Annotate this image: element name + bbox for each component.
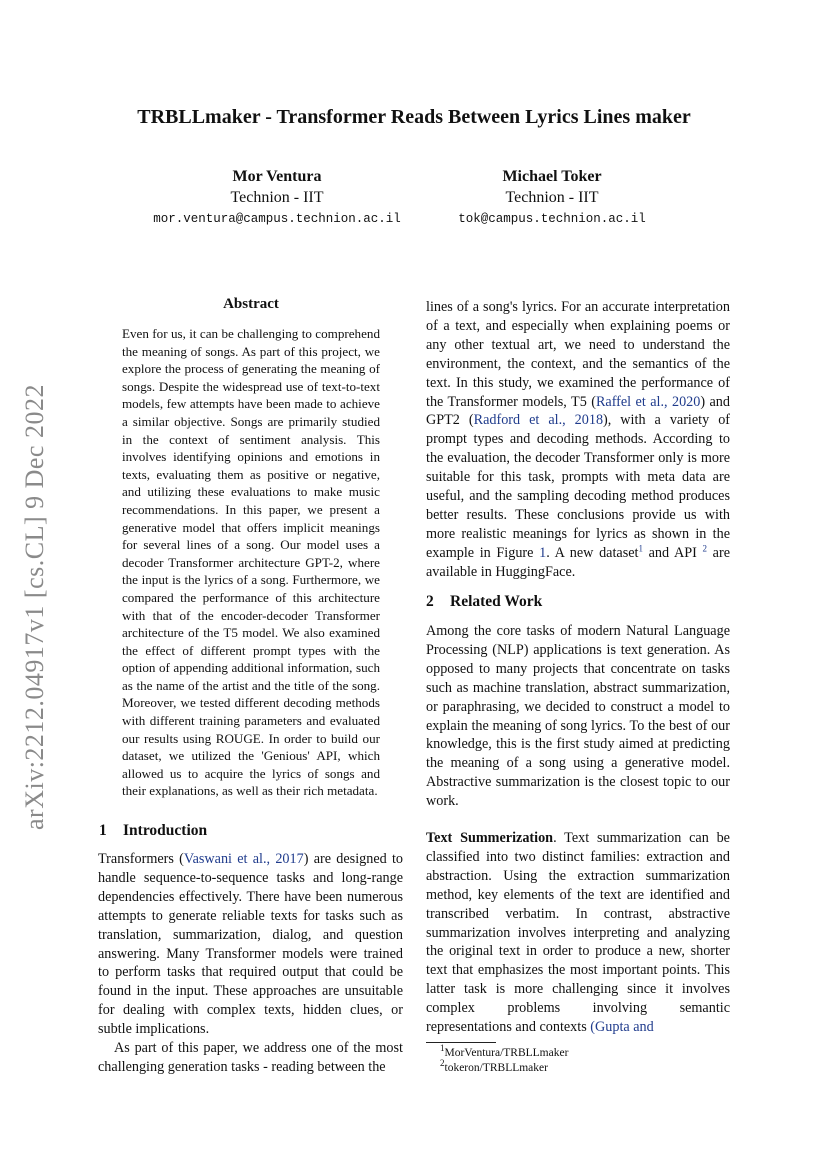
section-number: 1 <box>99 822 107 839</box>
section-heading-related-work <box>426 593 542 611</box>
text-run: ), with a variety of prompt types and decoding methods. According to the evaluation, the decoder Transformer only is more suitable for this task, prompts with meta data are useful, and the sampling decoding method produces better results. These conclusions provide us with more realistic meanings for lyrics as shown in the example in Figure <box>426 412 731 561</box>
intro-column-right <box>426 298 730 582</box>
citation-link[interactable]: Vaswani et al., 2017 <box>183 851 304 867</box>
citation-link[interactable]: (Gupta and <box>590 1019 654 1036</box>
text-run: ) and GPT2 ( <box>426 393 730 429</box>
footnote-mark[interactable]: 1 <box>638 543 643 554</box>
text-run: . A new dataset <box>546 544 639 561</box>
section-title: Related Work <box>450 593 543 610</box>
intro-paragraph-2: As part of this paper, we address one of the most challenging generation tasks - reading between the <box>98 1040 403 1075</box>
author-email[interactable]: tok@campus.technion.ac.il <box>458 212 646 226</box>
text-run: . Text summarization can be classified into two distinct families: extraction and abstraction. Using the extraction summarization method, key elements of the text are identified and transcribed verbatim. In contrast, abstractive summarization involves interpreting and analyzing the original text in order to produce a new, shorter text that emphasizes the most important points. This latter task is more challenging since it involves complex problems involving semantic representations and contexts <box>426 830 730 1036</box>
author-name: Mor Ventura <box>232 168 322 185</box>
author-affiliation: Technion - IIT <box>230 189 324 206</box>
footnote-number: 1 <box>440 1043 445 1054</box>
author-block-2 <box>422 166 682 230</box>
footnote-text: MorVentura/TRBLLmaker <box>444 1047 569 1059</box>
intro-paragraph-3 <box>426 298 730 582</box>
text-run: Transformers ( <box>98 851 184 867</box>
section-heading-introduction <box>99 822 207 840</box>
citation-link[interactable]: Radford et al., 2018 <box>473 412 604 429</box>
related-work-paragraph-2 <box>426 829 730 1037</box>
author-name: Michael Toker <box>502 168 602 185</box>
related-work-paragraph-1: Among the core tasks of modern Natural Language Processing (NLP) applications is text generation. As opposed to many projects that concentrate on tasks such as machine translation, abstract summarization, or paraphrasing, we decided to construct a model to explain the meaning of song lyrics. To the best of our knowledge, this is the first study aimed at predicting the meaning of a song using a generative model. Abstractive summarization is the closest topic to our work. <box>426 623 730 810</box>
footnote-1 <box>440 1043 569 1061</box>
intro-column-left <box>98 850 403 1077</box>
figure-link[interactable]: 1 <box>539 544 547 561</box>
abstract-heading: Abstract <box>223 296 279 312</box>
intro-paragraph-1 <box>98 850 403 1039</box>
paper-title: TRBLLmaker - Transformer Reads Between Lyrics Lines maker <box>137 106 691 128</box>
author-block-1 <box>147 166 407 230</box>
author-email[interactable]: mor.ventura@campus.technion.ac.il <box>153 212 401 226</box>
text-run: lines of a song's lyrics. For an accurate interpretation of a text, and especially when explaining poems or any other textual art, we need to understand the environment, the context, and the semantics of the text. In this study, we examined the performance of the Transformer models, T5 ( <box>426 299 730 410</box>
text-run: ) are designed to handle sequence-to-sequence tasks and long-range dependencies effectively. There have been numerous attempts to generate reliable texts for tasks such as translation, summarization, dialog, and question answering. Many Transformer models were trained to perform tasks that required output that could be found in the input. These approaches are unsuitable for dealing with complex texts, hidden clues, or subtle implications. <box>98 851 404 1038</box>
run-in-heading: Text Summerization <box>426 830 554 846</box>
footnote-mark[interactable]: 2 <box>702 543 708 554</box>
citation-link[interactable]: Raffel et al., 2020 <box>595 393 701 410</box>
author-affiliation: Technion - IIT <box>505 189 599 206</box>
text-run: and API <box>642 544 703 561</box>
text-run: are available in HuggingFace. <box>426 544 730 580</box>
footnote-2 <box>440 1058 548 1076</box>
abstract-text: Even for us, it can be challenging to comprehend the meaning of songs. As part of this project, we explore the process of generating the meaning of songs. Despite the widespread use of text-to-text models, few attempts have been made to achieve a similar objective. Songs are primarily studied in the context of sentiment analysis. This involves identifying opinions and emotions in texts, evaluating them as positive or negative, and utilizing these evaluations to make music recommendations. In this paper, we present a generative model that offers implicit meanings for several lines of a song. Our model uses a decoder Transformer architecture GPT-2, where the input is the lyrics of a song. Furthermore, we compared the performance of this architecture with that of the encoder-decoder Transformer architecture of the T5 model. We also examined the effect of different prompt types with the option of appending additional information, such as the name of the artist and the title of the song. Moreover, we tested different decoding methods with different training parameters and evaluated our results using ROUGE. In order to build our dataset, we utilized the 'Genious' API, which allowed us to acquire the lyrics of songs and their explanations, as well as their rich metadata. <box>122 326 380 799</box>
arxiv-stamp: arXiv:2212.04917v1 [cs.CL] 9 Dec 2022 <box>20 384 49 830</box>
footnote-number: 2 <box>440 1058 445 1069</box>
footnote-text: tokeron/TRBLLmaker <box>444 1062 548 1074</box>
footnote-rule <box>426 1042 496 1043</box>
section-number: 2 <box>426 593 434 610</box>
section-title: Introduction <box>123 822 208 839</box>
